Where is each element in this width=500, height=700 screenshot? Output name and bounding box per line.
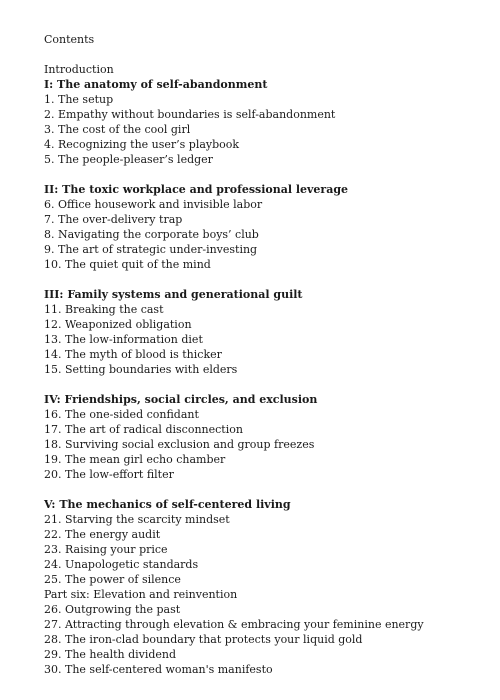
chapter-item: 22. The energy audit	[44, 528, 161, 541]
part-heading: V: The mechanics of self-centered living	[44, 498, 291, 511]
chapter-item: 6. Office housework and invisible labor	[44, 198, 263, 211]
spacer	[44, 167, 484, 182]
chapter-item: 8. Navigating the corporate boys’ club	[44, 228, 259, 241]
chapter-item: 28. The iron-clad boundary that protects your liquid gold	[44, 633, 363, 646]
chapter-item: 30. The self-centered woman's manifesto	[44, 663, 273, 676]
chapter-item: 23. Raising your price	[44, 543, 168, 556]
toc-title: Contents	[44, 33, 95, 46]
chapter-item: 24. Unapologetic standards	[44, 558, 199, 571]
table-of-contents	[44, 32, 484, 677]
chapter-item: 25. The power of silence	[44, 573, 181, 586]
chapter-item: 9. The art of strategic under-investing	[44, 243, 258, 256]
chapter-item: 13. The low-information diet	[44, 333, 203, 346]
spacer	[44, 482, 484, 497]
chapter-item: 12. Weaponized obligation	[44, 318, 192, 331]
chapter-item: 3. The cost of the cool girl	[44, 123, 191, 136]
spacer	[44, 377, 484, 392]
chapter-item: 18. Surviving social exclusion and group freezes	[44, 438, 315, 451]
chapter-item: 21. Starving the scarcity mindset	[44, 513, 230, 526]
chapter-item: 2. Empathy without boundaries is self-abandonment	[44, 108, 336, 121]
part-heading: I: The anatomy of self-abandonment	[44, 78, 268, 91]
chapter-item: 7. The over-delivery trap	[44, 213, 183, 226]
chapter-item: 14. The myth of blood is thicker	[44, 348, 222, 361]
chapter-item: 20. The low-effort filter	[44, 468, 174, 481]
toc-intro: Introduction	[44, 63, 114, 76]
chapter-item: 1. The setup	[44, 93, 114, 106]
chapter-item: 15. Setting boundaries with elders	[44, 363, 238, 376]
part-heading: II: The toxic workplace and professional leverage	[44, 183, 349, 196]
chapter-item: 10. The quiet quit of the mind	[44, 258, 211, 271]
chapter-item: 5. The people-pleaser’s ledger	[44, 153, 213, 166]
part-heading: III: Family systems and generational guilt	[44, 288, 303, 301]
chapter-item: 16. The one-sided confidant	[44, 408, 199, 421]
chapter-item: 17. The art of radical disconnection	[44, 423, 243, 436]
part-six-label: Part six: Elevation and reinvention	[44, 588, 238, 601]
spacer	[44, 47, 484, 62]
spacer	[44, 272, 484, 287]
chapter-item: 11. Breaking the cast	[44, 303, 164, 316]
chapter-item: 29. The health dividend	[44, 648, 177, 661]
chapter-item: 27. Attracting through elevation & embracing your feminine energy	[44, 618, 424, 631]
chapter-item: 26. Outgrowing the past	[44, 603, 181, 616]
chapter-item: 19. The mean girl echo chamber	[44, 453, 226, 466]
chapter-item: 4. Recognizing the user’s playbook	[44, 138, 240, 151]
part-heading: IV: Friendships, social circles, and exclusion	[44, 393, 318, 406]
